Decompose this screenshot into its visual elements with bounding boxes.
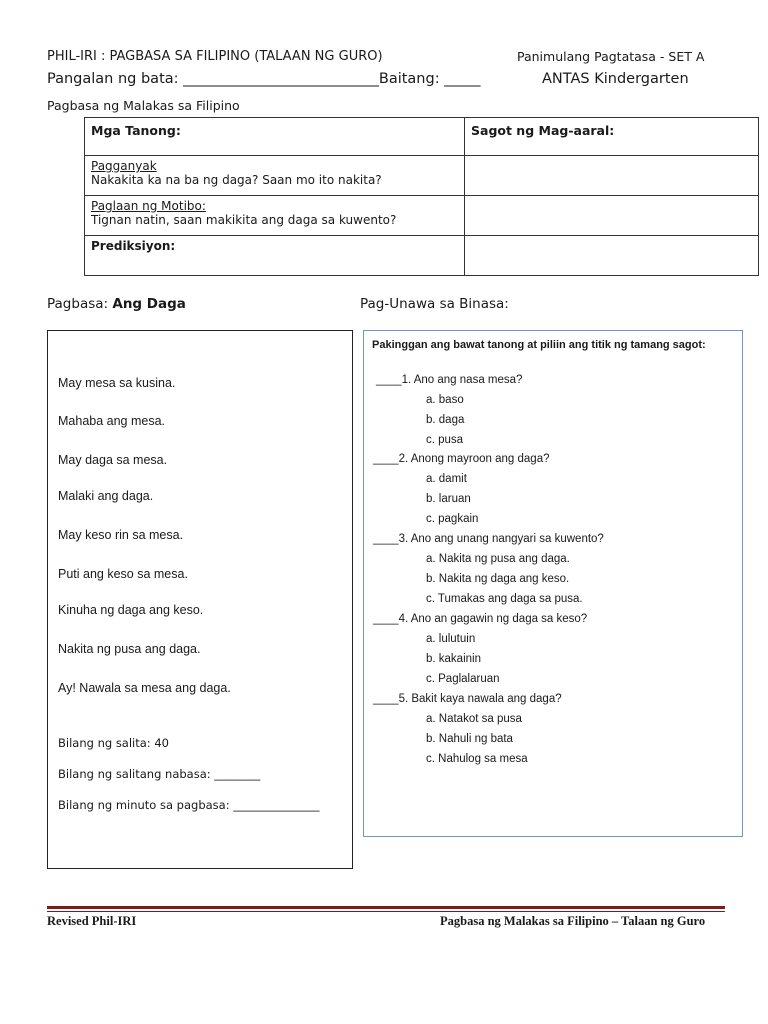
footer-divider xyxy=(47,906,725,909)
choice[interactable]: a. Natakot sa pusa xyxy=(426,713,522,725)
story-line: Nakita ng pusa ang daga. xyxy=(58,642,201,656)
questions-header: Mga Tanong: xyxy=(85,118,465,156)
story-line: May daga sa mesa. xyxy=(58,453,168,467)
quiz-instruction: Pakinggan ang bawat tanong at piliin ang titik ng tamang sagot: xyxy=(372,339,706,351)
story-line: Puti ang keso sa mesa. xyxy=(58,567,188,581)
choice[interactable]: b. laruan xyxy=(426,493,471,505)
story-line: Malaki ang daga. xyxy=(58,489,154,503)
table-row xyxy=(85,236,759,276)
choice[interactable]: c. Tumakas ang daga sa pusa. xyxy=(426,593,583,605)
choice[interactable]: c. Paglalaruan xyxy=(426,673,500,685)
comprehension-heading: Pag-Unawa sa Binasa: xyxy=(360,296,509,312)
row-text: Tignan natin, saan makikita ang daga sa kuwento? xyxy=(91,213,397,227)
table-row xyxy=(85,156,759,196)
row-text: Nakakita ka na ba ng daga? Saan mo ito nakita? xyxy=(91,173,382,187)
story-line: May keso rin sa mesa. xyxy=(58,528,184,542)
choice[interactable]: c. Nahulog sa mesa xyxy=(426,753,528,765)
choice[interactable]: c. pusa xyxy=(426,434,464,446)
assessment-set: Panimulang Pagtatasa - SET A xyxy=(517,49,705,64)
word-count: Bilang ng salita: 40 xyxy=(58,736,169,750)
answers-header: Sagot ng Mag-aaral: xyxy=(465,118,759,156)
answer-cell[interactable] xyxy=(465,196,759,236)
choice[interactable]: b. daga xyxy=(426,414,465,426)
table-row xyxy=(85,196,759,236)
question-1[interactable]: ____1. Ano ang nasa mesa? xyxy=(376,374,523,386)
words-read-field[interactable]: Bilang ng salitang nabasa: ________ xyxy=(58,767,261,781)
questions-table xyxy=(84,117,759,276)
level-label: ANTAS Kindergarten xyxy=(542,71,689,87)
question-4[interactable]: ____4. Ano an gagawin ng daga sa keso? xyxy=(373,613,588,625)
choice[interactable]: c. pagkain xyxy=(426,513,479,525)
question-cell xyxy=(85,236,465,276)
story-line: Ay! Nawala sa mesa ang daga. xyxy=(58,681,231,695)
question-cell xyxy=(85,196,465,236)
choice[interactable]: b. Nakita ng daga ang keso. xyxy=(426,573,570,585)
choice[interactable]: a. lulutuin xyxy=(426,633,476,645)
question-2[interactable]: ____2. Anong mayroon ang daga? xyxy=(373,453,550,465)
comprehension-box xyxy=(363,330,743,837)
story-title: Ang Daga xyxy=(112,296,186,312)
reading-label: Pagbasa: xyxy=(47,296,109,312)
document-title: PHIL-IRI : PAGBASA SA FILIPINO (TALAAN NG GURO) xyxy=(47,49,383,64)
answer-cell[interactable] xyxy=(465,156,759,196)
story-line: May mesa sa kusina. xyxy=(58,376,176,390)
choice[interactable]: a. Nakita ng pusa ang daga. xyxy=(426,553,570,565)
question-cell xyxy=(85,156,465,196)
row-label: Prediksiyon: xyxy=(91,239,176,253)
reading-minutes-field[interactable]: Bilang ng minuto sa pagbasa: _______________ xyxy=(58,798,320,812)
choice[interactable]: a. damit xyxy=(426,473,467,485)
choice[interactable]: a. baso xyxy=(426,394,464,406)
story-line: Mahaba ang mesa. xyxy=(58,414,166,428)
row-label: Pagganyak xyxy=(91,159,157,173)
answer-cell[interactable] xyxy=(465,236,759,276)
row-label: Paglaan ng Motibo: xyxy=(91,199,206,213)
question-3[interactable]: ____3. Ano ang unang nangyari sa kuwento? xyxy=(373,533,604,545)
footer-divider-thin xyxy=(47,911,725,912)
story-line: Kinuha ng daga ang keso. xyxy=(58,603,204,617)
question-5[interactable]: ____5. Bakit kaya nawala ang daga? xyxy=(373,693,562,705)
choice[interactable]: b. kakainin xyxy=(426,653,481,665)
student-name-line: Pangalan ng bata: ___________________________Baitang: _____ xyxy=(47,71,481,87)
section-subtitle: Pagbasa ng Malakas sa Filipino xyxy=(47,98,240,113)
story-box xyxy=(47,330,353,869)
reading-heading xyxy=(47,296,186,312)
footer-left: Revised Phil-IRI xyxy=(47,914,137,928)
choice[interactable]: b. Nahuli ng bata xyxy=(426,733,513,745)
footer-right: Pagbasa ng Malakas sa Filipino – Talaan ng Guro xyxy=(440,914,706,928)
